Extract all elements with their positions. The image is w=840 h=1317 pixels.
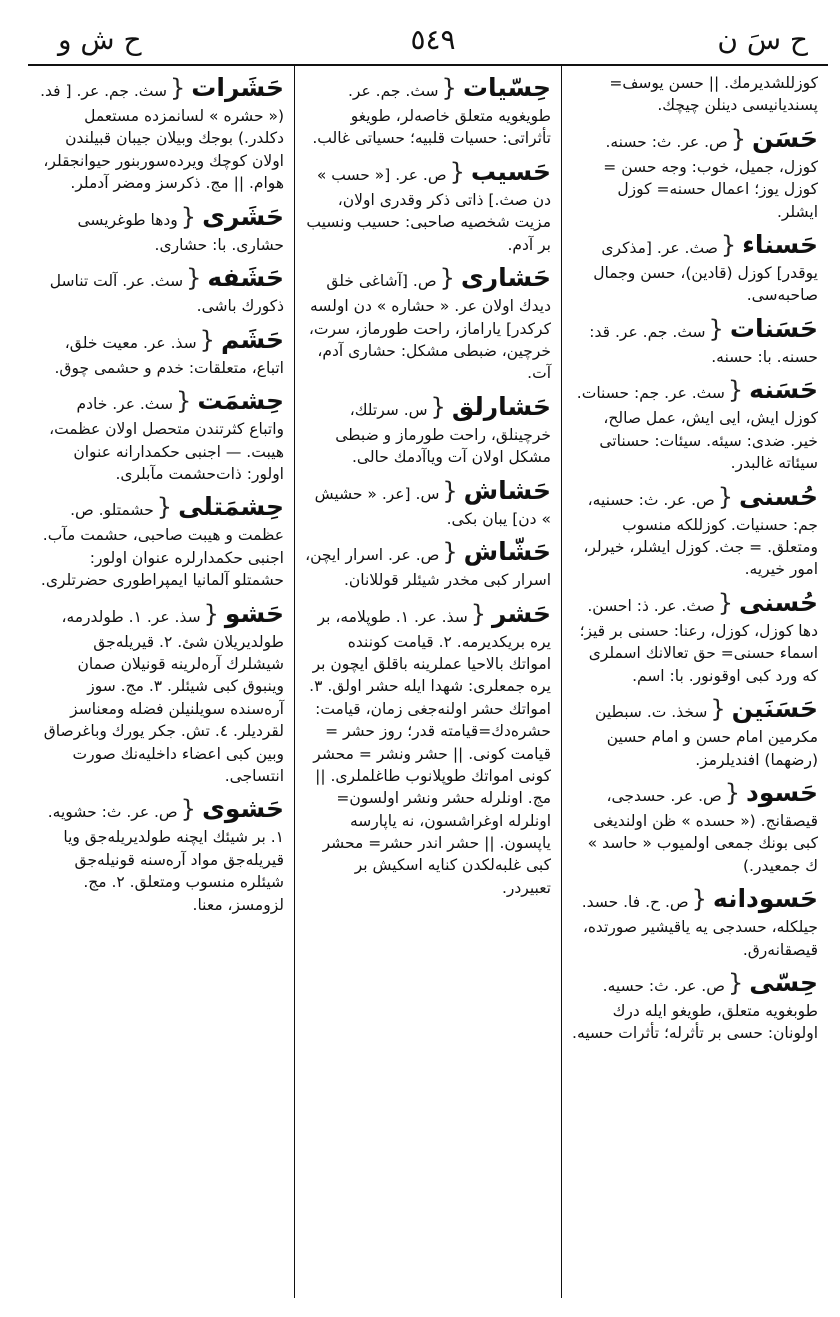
entry-definition: ص. عر. ث: حسنيه، جم: حسنيات. كوزللكه منسوب ومتعلق. = جث. كوزل ايشلر، خيرلر، امور خيريه. — [583, 490, 818, 579]
dictionary-entry — [572, 374, 818, 474]
entry-definition: س. سرتلك، خرچينلق، راحت طورماز و ضبطى مشكل اولان آت وياآدمك حالى. — [335, 400, 551, 467]
entry-headword: حِشمَت — [197, 386, 284, 416]
entry-definition: ص. عر. ث: حشويه. ١. بر شيئك ايچنه طولديريله‌جق ويا قيريله‌جق مواد آره‌سنه قونيله‌جق شيئلره منسوب ومتعلق. ٢. مج. لزومسز، معنا. — [47, 803, 284, 914]
entry-headword: حَشوى — [201, 794, 284, 824]
entry-headword: حَسود — [746, 777, 818, 807]
column-middle — [295, 66, 562, 1298]
entry-brace: { — [442, 476, 458, 505]
entry-brace: { — [470, 599, 486, 628]
entry-headword: حِسّيات — [462, 73, 551, 102]
dictionary-entry — [305, 72, 551, 150]
dictionary-entry — [38, 385, 284, 485]
entry-brace: { — [708, 314, 724, 343]
entry-definition: سث. عر. جم: حسنات. كوزل ايش، ايى ايش، عمل صالح، خير. ضدى: سيئه. سيئات: حسناتى سيئاته غالبدر. — [576, 384, 818, 473]
page-header — [28, 14, 828, 64]
dictionary-entry — [38, 324, 284, 379]
dictionary-entry — [38, 491, 284, 591]
entry-headword: حَسيب — [470, 156, 551, 186]
entry-brace: { — [717, 588, 734, 617]
dictionary-entry — [305, 262, 551, 385]
entry-headword: حَشّاش — [463, 537, 551, 567]
entry-headword: حَشَرى — [202, 201, 284, 231]
column-left — [28, 66, 295, 1298]
entry-definition: سث. عر. آلت تناسل ذكورك باشى. — [49, 272, 284, 316]
dictionary-entry — [38, 598, 284, 788]
entry-headword: حَشارى — [460, 263, 551, 293]
entry-definition: سذ. عر. ١. طوپلامه، بر يره بريكديرمه. ٢. قيامت كوننده امواتك بالاحيا عملرينه باقلق ايچون بر يره جمعلرى: شهدا ايله حشر اولق. ٣. امواتك حشر اولنه‌جغى زمان، قيامت: حشره‌دك=قيامته قدر؛ روز حشر = قيامت كونى. || حشر ونشر = محشر كونى امواتك طوپلانوب طاغلملرى. || مج. اونلرله حشر ونشر اولسون= اونلرله اوغراشسون، نه ياپارسه ياپسون. || حشر اندر حشر= محشر كبى غلبه‌لكدن كنايه اسكيش بر تعبيردر. — [309, 607, 551, 897]
entry-brace: { — [724, 778, 741, 807]
entry-headword: حَشر — [491, 598, 551, 628]
entry-headword: حِشمَتلى — [178, 492, 284, 522]
entry-brace: { — [199, 325, 215, 354]
entry-definition: ص. ح. فا. حسد. جيلكله، حسدجى يه ياقيشير صورتده، قيصقانه‌رق. — [581, 893, 818, 959]
dictionary-entry — [38, 72, 284, 195]
entry-definition: ص. [آشاغى خلق ديدك اولان عر. « حشاره » دن اولسه كركدر] ياراماز، راحت طورماز، سرت، خرچين، ضبطى مشكل: حشارى آدم، آت. — [308, 272, 551, 383]
header-left-letters: ح ش و — [58, 22, 142, 56]
dictionary-entry — [572, 883, 818, 961]
entry-headword: حَشاش — [463, 475, 551, 505]
entry-definition: ص. عر. ث: حسيه. طوبغويه متعلق، طويغو ايله درك اولونان: حسى بر تأثرله؛ تأثرات حسيه. — [572, 976, 818, 1043]
entry-brace: { — [176, 387, 192, 416]
entry-brace: { — [441, 74, 457, 102]
entry-definition: سذ. عر. معيت خلق، اتباع، متعلقات: خدم و حشمى چوق. — [54, 333, 284, 377]
entry-headword: حَسودانه — [712, 884, 818, 914]
entry-headword: حَسَن — [752, 123, 818, 153]
entry-brace: { — [180, 202, 197, 231]
dictionary-entry — [572, 967, 818, 1045]
entry-definition: حشمتلو. ص. عظمت و هيبت صاحبى، حشمت مآب. اجنبى حكمدارلره عنوان اولور: حشمتلو آلمانيا ايمپراطورى حضرتلرى. — [40, 501, 284, 590]
entry-brace: { — [717, 482, 734, 511]
entry-brace: { — [203, 599, 219, 628]
entry-definition: كوزللشديرمك. || حسن يوسف= پسنديانيسى دينلن چيچك. — [609, 74, 818, 115]
entry-definition: سذ. عر. ١. طولدرمه، طولديريلان شئ. ٢. قيريله‌جق شيشلرك آره‌لرينه قونيلان صمان وينبوق كبى شيئلر. ٣. مج. سوز آره‌سنده سويلنيلن فضله ومعناسز لقرديلر. ٤. تش. جكر يورك وباغرصاق وبين كبى اعضاء داخليه‌نك صورت انتساجى. — [43, 607, 284, 785]
header-right-letters: ح سَ ن — [717, 22, 808, 56]
dictionary-entry — [572, 123, 818, 223]
entry-headword: حَشَم — [220, 324, 284, 354]
dictionary-entry — [38, 793, 284, 916]
entry-brace: { — [449, 157, 465, 186]
entry-definition: سث. عر. خادم واتباع كثرتندن متحصل اولان عظمت، هيبت. — اجنبى حكمدارانه عنوان اولور: ذات‌حشمت مآبلرى. — [49, 395, 284, 483]
dictionary-entry — [572, 229, 818, 307]
entry-brace: { — [180, 795, 196, 824]
entry-headword: حَسناء — [742, 229, 818, 259]
page-number: ٥٤٩ — [410, 22, 456, 56]
entry-definition: ص. عر. ث: حسنه. كوزل، جميل، خوب: وجه حسن = كوزل يوز؛ اعمال حسنه= كوزل ايشلر. — [603, 132, 818, 221]
dictionary-entry — [572, 481, 818, 581]
entry-brace: { — [691, 885, 707, 914]
dictionary-entry — [572, 777, 818, 877]
entry-definition: صث. عر. [مذكرى يوقدر] كوزل (قادين)، حسن وجمال صاحبه‌سى. — [593, 238, 818, 305]
entry-brace: { — [442, 538, 458, 567]
entry-headword: حَسَنات — [729, 313, 818, 343]
entry-definition: صث. عر. ذ: احسن. دها كوزل، كوزل، رعنا: حسنى بر قيز؛ اسماء حسنى= حق تعالانك اسملرى كه ورد كبى اوقونور. با: اسم. — [579, 596, 818, 685]
dictionary-entry — [305, 536, 551, 591]
entry-brace: { — [710, 695, 726, 724]
entry-definition: سخذ. ت. سبطين مكرمين امام حسن و امام حسين (رضهما) افنديلرمز. — [595, 703, 818, 769]
entry-brace: { — [156, 493, 173, 522]
entry-definition: ص. عر. حسدجى، قيصقانج. (« حسده » ظن اولنديغى كبى بونك جمعى اولميوب « حاسد » ك جمعيدر.) — [587, 786, 818, 875]
dictionary-entry — [305, 598, 551, 900]
columns-container — [28, 66, 828, 1298]
entry-headword: حَشَرات — [191, 73, 284, 102]
entry-headword: حُسنى — [739, 587, 818, 617]
dictionary-entry — [305, 156, 551, 256]
dictionary-entry — [572, 72, 818, 117]
entry-brace: { — [720, 230, 737, 259]
entry-definition: سث. جم. عر. [ فد. (« حشره » لسانمزده مستعمل دكلدر.) بوجك وبيلان جيبان قبيلندن اولان كوچك ويرده‌سوربنور حيوانجقلر، هوام. || مج. ذكرسز ومضر آدملر. — [40, 82, 284, 193]
entry-definition: ص. عر. اسرار ايچن، اسرار كبى مخدر شيئلر قوللانان. — [305, 546, 551, 590]
entry-brace: { — [727, 376, 744, 405]
entry-brace: { — [730, 124, 747, 153]
entry-definition: سث. جم. عر. طويغويه متعلق خاصه‌لر، طويغو تأثراتى: حسيات قلبيه؛ حسياتى غالب. — [312, 82, 551, 148]
dictionary-entry — [38, 262, 284, 317]
dictionary-entry — [572, 587, 818, 687]
dictionary-entry — [305, 475, 551, 530]
dictionary-entry — [572, 693, 818, 771]
entry-headword: حُسنى — [739, 481, 818, 511]
entry-brace: { — [439, 264, 455, 293]
column-right — [562, 66, 828, 1298]
entry-headword: حَشَفه — [207, 263, 284, 293]
entry-definition: ودها طوغريسى حشارى. با: حشارى. — [77, 210, 284, 254]
entry-brace: { — [430, 392, 446, 421]
entry-brace: { — [170, 74, 186, 102]
entry-headword: حَشارلق — [451, 391, 551, 421]
entry-brace: { — [186, 264, 202, 293]
entry-brace: { — [727, 968, 744, 997]
dictionary-entry — [572, 313, 818, 368]
entry-definition: س. [عر. « حشيش » دن] يبان بكى. — [314, 484, 551, 528]
entry-headword: حَشو — [224, 598, 284, 628]
dictionary-entry — [305, 391, 551, 469]
entry-headword: حَسَنَين — [731, 694, 818, 724]
dictionary-entry — [38, 201, 284, 256]
entry-headword: حَسَنه — [749, 375, 818, 405]
entry-definition: سث. جم. عر. قد: حسنه. با: حسنه. — [589, 322, 818, 366]
entry-headword: حِسّى — [749, 967, 818, 997]
entry-definition: ص. عر. [« حسب » دن صث.] ذاتى ذكر وقدرى اولان، مزيت شخصيه صاحبى: حسيب ونسيب بر آدم. — [306, 165, 551, 254]
